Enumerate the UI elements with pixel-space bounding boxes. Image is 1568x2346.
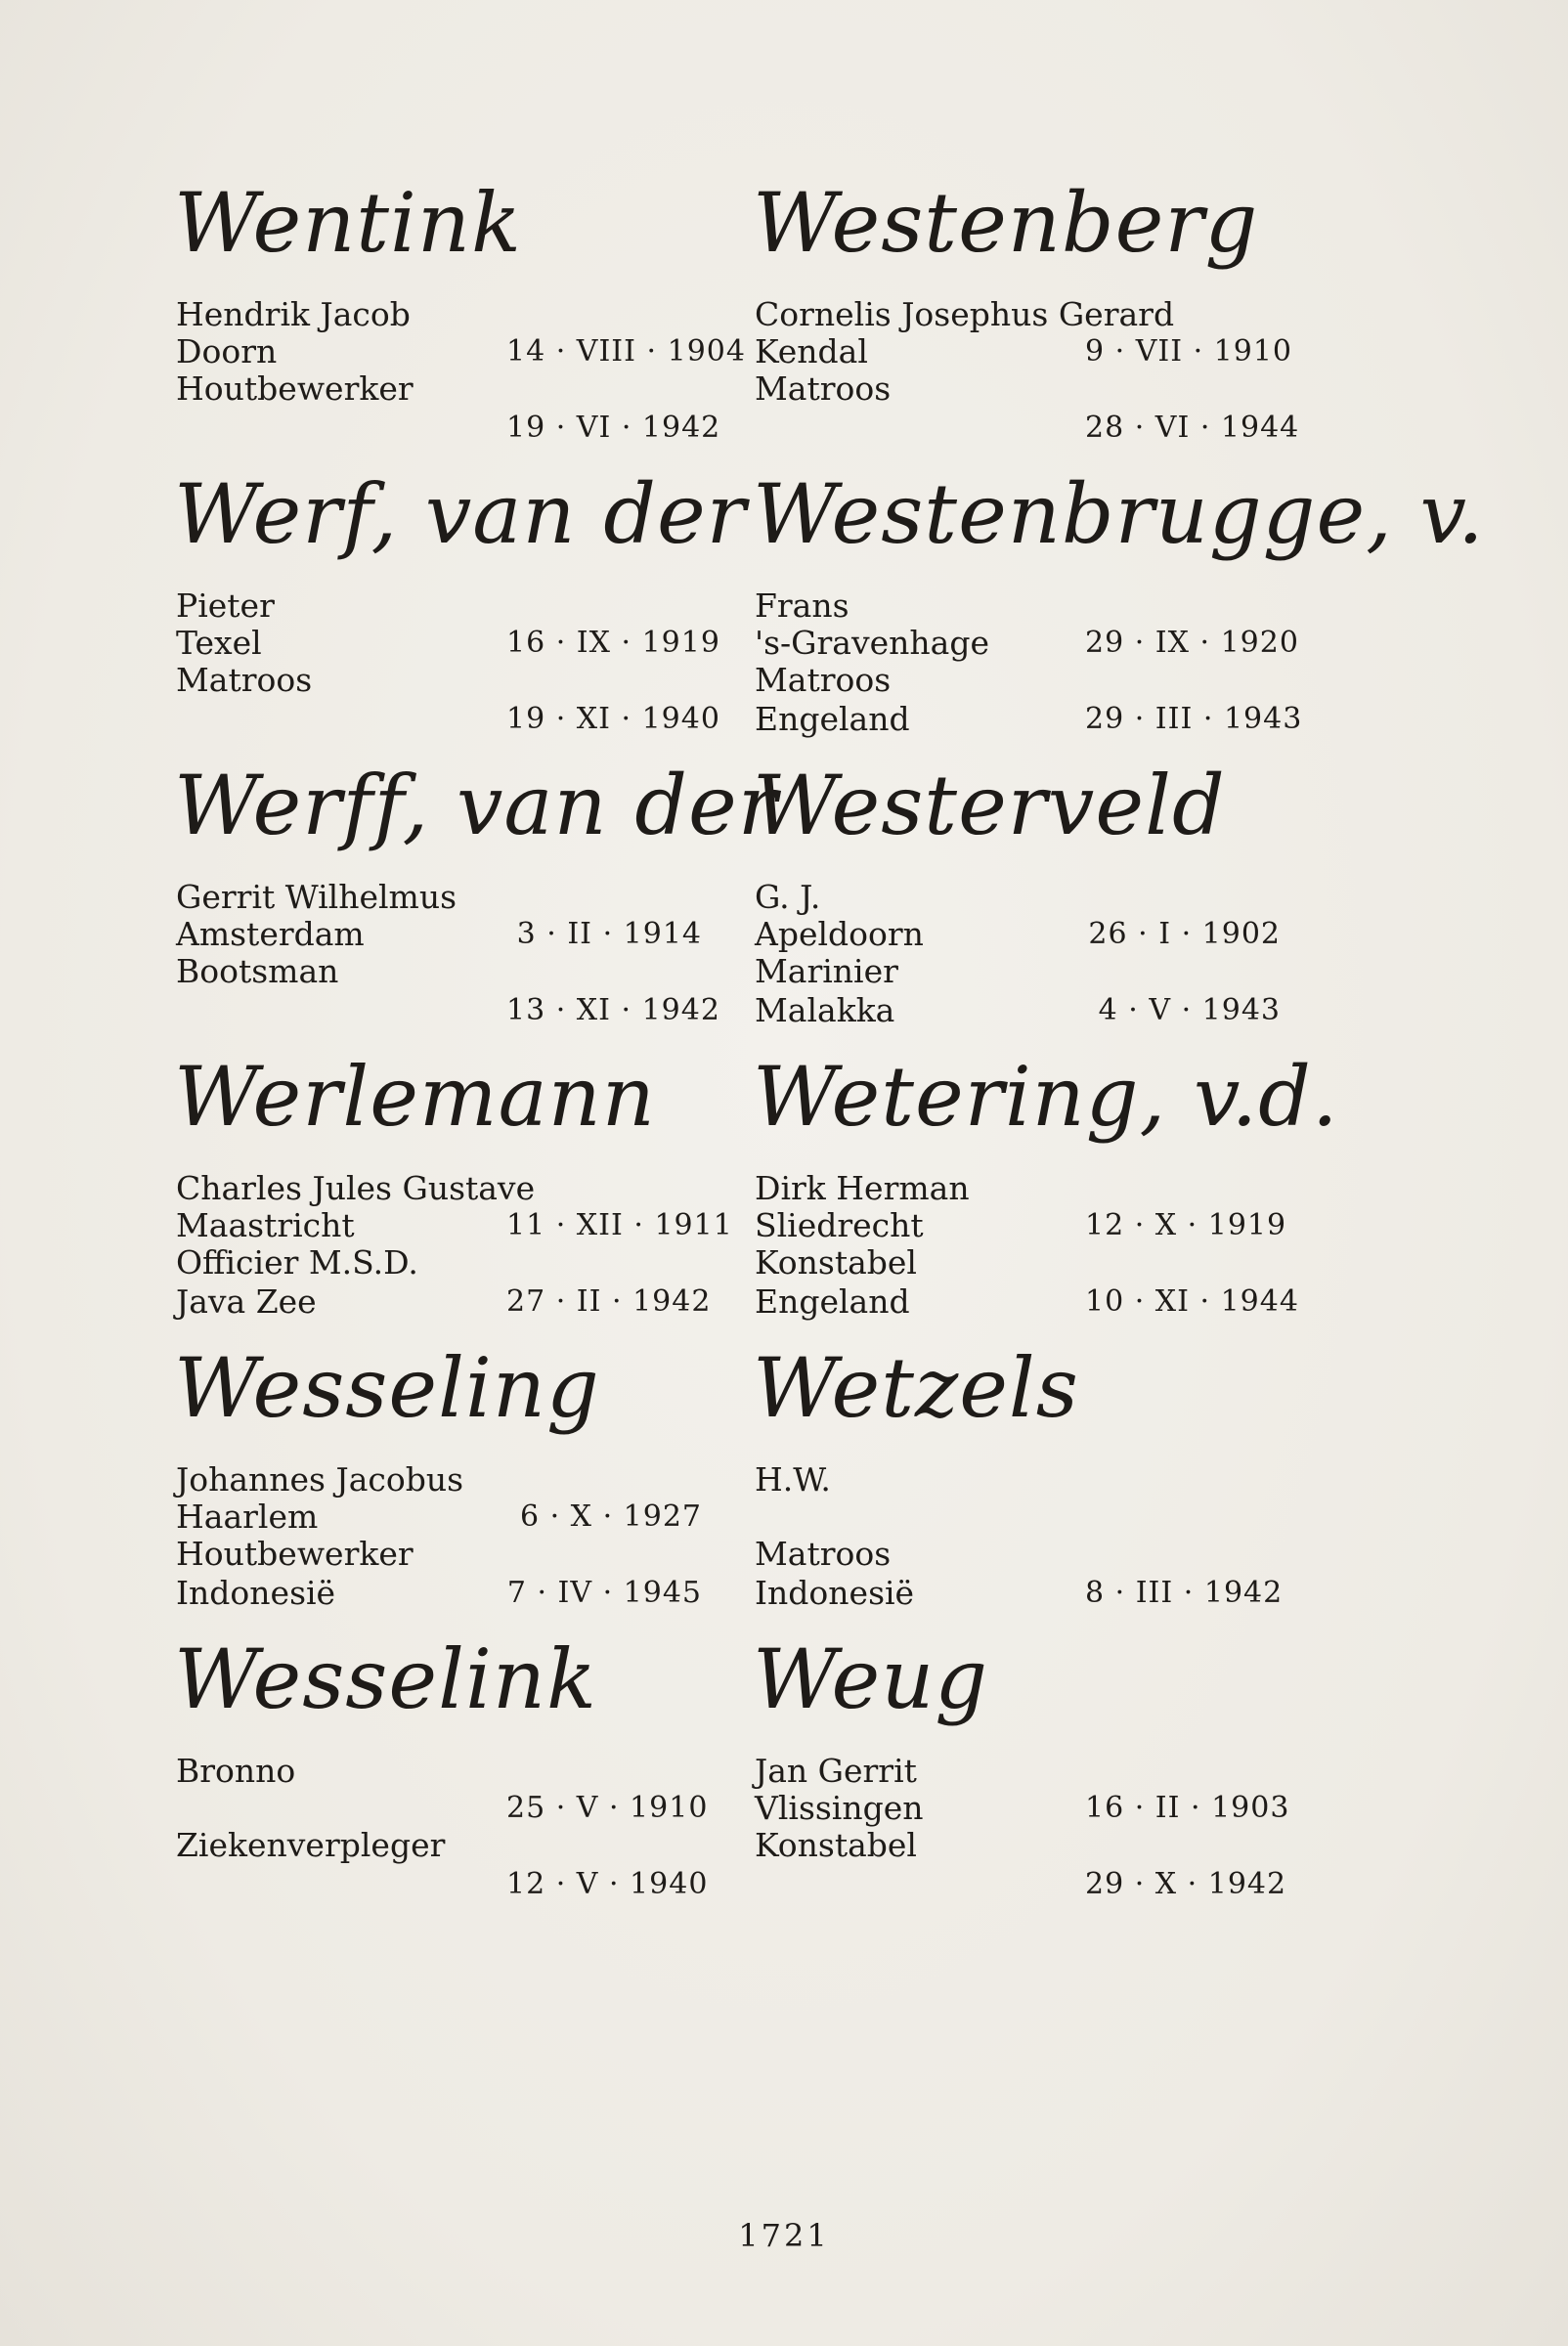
given-names: Dirk Herman	[755, 1169, 970, 1207]
birth-date: 12 · X · 1919	[1085, 1208, 1287, 1242]
birth-date: 6 · X · 1927	[519, 1499, 702, 1534]
given-names: G. J.	[755, 878, 821, 916]
birth-date: 14 · VIII · 1904	[506, 334, 746, 369]
death-date: 19 · XI · 1940	[506, 702, 720, 736]
surname: Werlemann	[174, 1049, 656, 1145]
place-of-death: Indonesië	[755, 1574, 915, 1612]
surname: Wesseling	[174, 1340, 600, 1436]
rank: Houtbewerker	[176, 369, 414, 408]
birth-date: 3 · II · 1914	[516, 917, 702, 951]
death-date: 8 · III · 1942	[1085, 1576, 1284, 1610]
birthplace: Doorn	[176, 332, 278, 370]
entry-wentink	[174, 164, 746, 456]
place-of-death: Java Zee	[176, 1282, 317, 1321]
entry-westenberg	[753, 164, 1310, 456]
death-date: 13 · XI · 1942	[506, 993, 720, 1027]
birth-date: 11 · XII · 1911	[506, 1208, 733, 1242]
birthplace: 's-Gravenhage	[755, 624, 989, 662]
entry-werf-van-der	[174, 456, 747, 747]
birthplace: Haarlem	[176, 1498, 319, 1536]
death-date: 7 · IV · 1945	[506, 1576, 702, 1610]
birth-date: 25 · V · 1910	[506, 1791, 709, 1825]
death-date: 29 · III · 1943	[1085, 702, 1303, 736]
birth-date: 16 · II · 1903	[1085, 1791, 1290, 1825]
surname: Wesselink	[174, 1631, 597, 1727]
surname: Westenberg	[753, 175, 1259, 271]
birth-date: 29 · IX · 1920	[1085, 626, 1299, 660]
given-names: Bronno	[176, 1752, 296, 1790]
death-date: 19 · VI · 1942	[506, 411, 721, 445]
given-names: Johannes Jacobus	[176, 1460, 464, 1499]
birth-date: 16 · IX · 1919	[506, 626, 720, 660]
entry-wetzels	[753, 1329, 1310, 1621]
place-of-death: Indonesië	[176, 1574, 336, 1612]
birthplace: Vlissingen	[755, 1789, 924, 1827]
page-number: 1721	[738, 2217, 830, 2254]
birthplace: Maastricht	[176, 1206, 355, 1244]
place-of-death: Malakka	[755, 991, 895, 1029]
given-names: Charles Jules Gustave	[176, 1169, 536, 1207]
surname: Werf, van der	[174, 466, 747, 562]
birthplace: Apeldoorn	[755, 915, 924, 953]
right-column	[753, 164, 1485, 1912]
place-of-death: Engeland	[755, 1282, 910, 1321]
given-names: Frans	[755, 586, 849, 625]
rank: Officier M.S.D.	[176, 1243, 418, 1282]
birthplace: Texel	[176, 624, 262, 662]
entry-wetering	[753, 1038, 1339, 1329]
entry-westenbrugge	[753, 456, 1485, 747]
surname: Wetering, v.d.	[753, 1049, 1339, 1145]
birthplace: Amsterdam	[176, 915, 365, 953]
left-column	[174, 164, 778, 1912]
rank: Konstabel	[755, 1826, 917, 1864]
given-names: Cornelis Josephus Gerard	[755, 295, 1175, 333]
surname: Wentink	[174, 175, 522, 271]
entry-werlemann	[174, 1038, 731, 1329]
entry-wesselink	[174, 1621, 731, 1912]
surname: Wetzels	[753, 1340, 1079, 1436]
given-names: Hendrik Jacob	[176, 295, 411, 333]
death-date: 29 · X · 1942	[1085, 1867, 1287, 1901]
surname: Westerveld	[753, 758, 1226, 853]
given-names: H.W.	[755, 1460, 831, 1499]
given-names: Jan Gerrit	[755, 1752, 917, 1790]
death-date: 28 · VI · 1944	[1085, 411, 1300, 445]
rank: Konstabel	[755, 1243, 917, 1282]
rank: Matroos	[755, 369, 892, 408]
death-date: 12 · V · 1940	[506, 1867, 709, 1901]
entry-wesseling	[174, 1329, 731, 1621]
place-of-death: Engeland	[755, 700, 910, 738]
birth-date: 26 · I · 1902	[1088, 917, 1281, 951]
birthplace: Sliedrecht	[755, 1206, 924, 1244]
rank: Bootsman	[176, 952, 339, 990]
surname: Werff, van der	[174, 758, 778, 853]
given-names: Pieter	[176, 586, 275, 625]
rank: Marinier	[755, 952, 898, 990]
death-date: 4 · V · 1943	[1098, 993, 1281, 1027]
death-date: 27 · II · 1942	[506, 1284, 712, 1319]
rank: Matroos	[755, 1535, 892, 1573]
rank: Matroos	[755, 661, 892, 699]
rank: Ziekenverpleger	[176, 1826, 446, 1864]
surname: Weug	[753, 1631, 989, 1727]
rank: Houtbewerker	[176, 1535, 414, 1573]
entry-westerveld	[753, 747, 1310, 1038]
given-names: Gerrit Wilhelmus	[176, 878, 457, 916]
entry-weug	[753, 1621, 1310, 1912]
surname: Westenbrugge, v.	[753, 466, 1485, 562]
birth-date: 9 · VII · 1910	[1085, 334, 1293, 369]
death-date: 10 · XI · 1944	[1085, 1284, 1299, 1319]
birthplace: Kendal	[755, 332, 868, 370]
rank: Matroos	[176, 661, 313, 699]
entry-werff-van-der	[174, 747, 778, 1038]
